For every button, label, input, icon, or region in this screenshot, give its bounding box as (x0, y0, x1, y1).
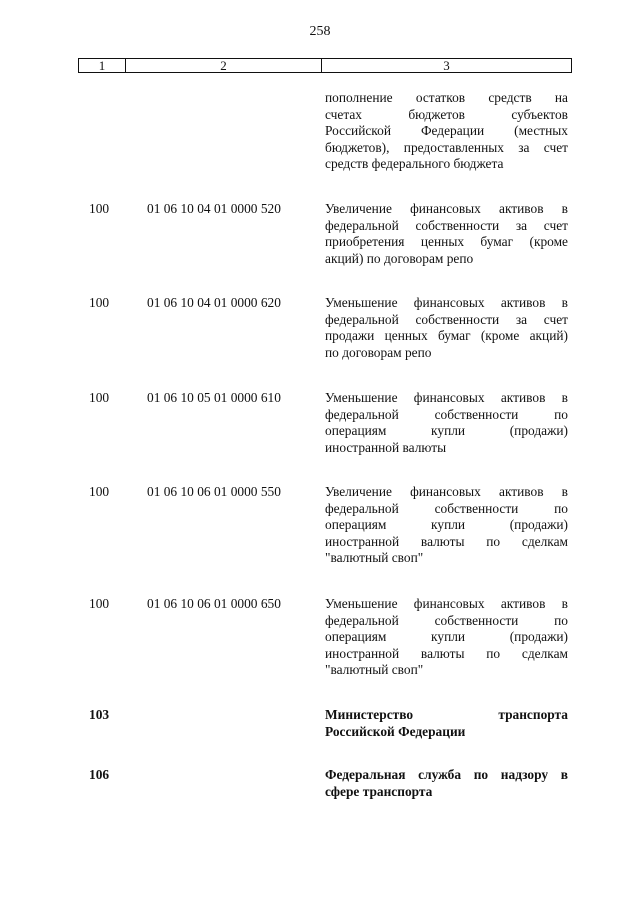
row-description (325, 390, 568, 456)
description-line: операциям купли (продажи) (325, 517, 568, 533)
description-line: "валютный своп" (325, 550, 424, 566)
admin-code: 100 (89, 201, 110, 216)
description-line: Российской Федерации (местных (325, 123, 568, 139)
description-line: Увеличение финансовых активов в (325, 484, 568, 499)
description-line: Уменьшение финансовых активов в (325, 390, 568, 405)
description-line: иностранной валюты (325, 439, 447, 455)
continuation-description (325, 90, 568, 173)
description-line: Министерство транспорта (325, 707, 568, 722)
description-line: счетах бюджетов субъектов (325, 106, 568, 122)
description-line: средств федерального бюджета (325, 156, 504, 172)
description-line: операциям купли (продажи) (325, 629, 568, 645)
description-line: операциям купли (продажи) (325, 423, 568, 439)
description-line: федеральной собственности за счет (325, 311, 568, 327)
admin-code: 106 (89, 767, 110, 782)
description-line: акций) по договорам репо (325, 250, 474, 266)
description-line: приобретения ценных бумаг (кроме (325, 234, 568, 250)
description-line: федеральной собственности по (325, 500, 568, 516)
description-line: "валютный своп" (325, 662, 424, 678)
row-description (325, 767, 568, 800)
description-line: Уменьшение финансовых активов в (325, 295, 568, 310)
column-header-table (78, 58, 572, 73)
description-line: федеральной собственности по (325, 612, 568, 628)
description-line: сфере транспорта (325, 783, 433, 799)
description-line: продажи ценных бумаг (кроме акций) (325, 328, 568, 344)
column-header-1: 1 (79, 59, 126, 73)
page-number: 258 (309, 24, 331, 39)
description-line: Уменьшение финансовых активов в (325, 596, 568, 611)
column-header-3: 3 (322, 59, 572, 73)
description-line: Федеральная служба по надзору в (325, 767, 568, 782)
description-line: иностранной валюты по сделкам (325, 645, 568, 661)
budget-classification-code: 01 06 10 04 01 0000 520 (147, 201, 281, 216)
row-description (325, 201, 568, 267)
admin-code: 100 (89, 596, 110, 611)
budget-classification-code: 01 06 10 06 01 0000 550 (147, 484, 281, 499)
admin-code: 103 (89, 707, 110, 722)
budget-classification-code: 01 06 10 05 01 0000 610 (147, 390, 281, 405)
budget-classification-code: 01 06 10 04 01 0000 620 (147, 295, 281, 310)
row-description (325, 295, 568, 361)
description-line: Российской Федерации (325, 723, 466, 739)
column-header-row (79, 59, 572, 73)
admin-code: 100 (89, 484, 110, 499)
description-line: по договорам репо (325, 344, 432, 360)
description-line: федеральной собственности за счет (325, 217, 568, 233)
description-line: федеральной собственности по (325, 406, 568, 422)
budget-classification-code: 01 06 10 06 01 0000 650 (147, 596, 281, 611)
description-line: Увеличение финансовых активов в (325, 201, 568, 216)
admin-code: 100 (89, 390, 110, 405)
description-line: пополнение остатков средств на (325, 90, 568, 105)
description-line: иностранной валюты по сделкам (325, 533, 568, 549)
row-description (325, 484, 568, 567)
admin-code: 100 (89, 295, 110, 310)
row-description (325, 596, 568, 679)
description-line: бюджетов), предоставленных за счет (325, 139, 568, 155)
column-header-2: 2 (126, 59, 322, 73)
row-description (325, 707, 568, 740)
